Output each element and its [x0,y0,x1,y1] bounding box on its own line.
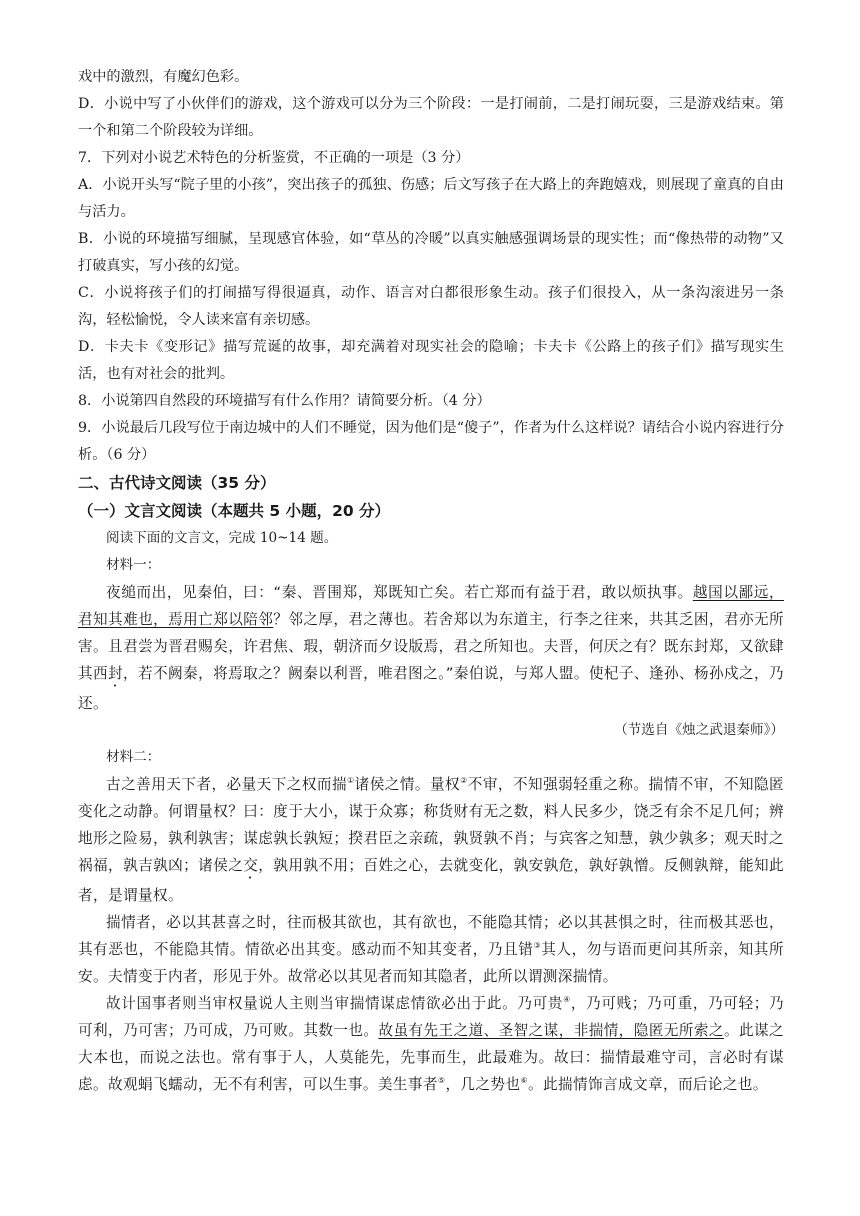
subsection-title: （一）文言文阅读（本题共 5 小题，20 分） [78,502,391,520]
m2-p3-b: ，乃可贱；乃可重，乃可轻；乃可利，乃可害；乃可成，乃可败。其数一也。 [78,995,784,1039]
reading-instruction: 阅读下面的文言文，完成 10~14 题。 [106,530,338,546]
q7-stem: 7．下列对小说艺术特色的分析鉴赏，不正确的一项是（3 分） [78,150,470,166]
q6-option-d-continuation: 戏中的激烈，有魔幻色彩。 [78,69,249,85]
footnote-5: ⑤ [437,1076,446,1086]
footnote-6: ⑥ [520,1076,528,1086]
material-2-para-3 [78,990,784,1098]
footnote-2: ② [460,776,468,786]
footnote-4: ④ [563,995,571,1005]
footnote-1: ① [347,776,355,786]
m2-p3-d: ，几之势也 [445,1076,521,1093]
m2-p2-a: 揣情者，必以其甚喜之时，往而极其欲也，其有欲也，不能隐其情；必以其甚惧之时，往而极其恶也，其有恶也，不能隐其情。情欲必出其变。感动而不知其变者，乃且错 [78,914,784,958]
m1-part-c: ，若不阙秦，将焉取之？阙秦以利晋，唯君图之。”秦伯说，与郑人盟。使杞子、逢孙、杨孙戍之，乃还。 [78,665,784,712]
m2-p3-c: 。此谋之大本也，而说之法也。常有事于人，人莫能先，先事而生，此最难为。故曰：揣情最难守司，言必时有谋虑。故观蜎飞蠕动，无不有利害，可以生事。美生事者 [78,1022,784,1093]
q7-option-d: D．卡夫卡《变形记》描写荒诞的故事，却充满着对现实社会的隐喻；卡夫卡《公路上的孩子们》描写现实生活，也有对社会的批判。 [78,339,784,382]
m1-part-b: ？邻之厚，君之薄也。若舍郑以为东道主，行李之往来，共其乏困，君亦无所害。且君尝为晋君赐矣，许君焦、瑕，朝济而夕设版焉，君之所知也。夫晋，何厌之有？既东封郑，又欲肆其西 [78,611,785,682]
material-1-text [78,579,784,717]
material-2-label: 材料二： [106,749,161,765]
material-1-label: 材料一： [106,557,161,573]
m2-underlined-sentence: 故虽有先王之道、圣智之谋，非揣情，隐匿无所索之 [378,1022,724,1039]
m2-p1-a: 古之善用天下者，必量天下之权而揣 [106,776,348,793]
footnote-3: ③ [533,941,542,951]
m1-part-a: 夜缒而出，见秦伯，曰：“秦、晋围郑，郑既知亡矣。若亡郑而有益于君，敢以烦执事。 [106,584,693,601]
material-2-para-2 [78,909,784,990]
m2-p1-b: 诸侯之情。量权 [354,776,461,793]
q8-stem: 8．小说第四自然段的环境描写有什么作用？请简要分析。（4 分） [78,393,491,409]
m2-p1-d: ，孰用孰不用；百姓之心，去就变化，孰安孰危，孰好孰憎。反侧孰辩，能知此者，是谓量权。 [78,857,785,904]
q9-stem: 9．小说最后几段写位于南边城中的人们不睡觉，因为他们是“傻子”，作者为什么这样说？请结合小说内容进行分析。（6 分） [78,420,784,463]
m2-p3-e: 。此揣情饰言成文章，而后论之也。 [528,1076,768,1093]
q6-option-d: D．小说中写了小伙伴们的游戏，这个游戏可以分为三个阶段：一是打闹前，二是打闹玩耍，三是游戏结束。第一个和第二个阶段较为详细。 [78,96,784,139]
m1-underlined-sentence: 越国以鄙远，君知其难也，焉用亡郑以陪邻 [78,584,784,628]
m1-dotted-char: 封 [108,665,124,682]
material-1-source: （节选自《烛之武退秦师》） [614,722,784,738]
m2-p2-b: 其人，勿与语而更问其所亲，知其所安。夫情变于内者，形见于外。故常必以其见者而知其隐者，此所以谓测深揣情。 [78,941,784,985]
m2-p1-c: 不审，不知强弱轻重之称。揣情不审，不知隐匿变化之动静。何谓量权？曰：度于大小，谋于众寡；称货财有无之数，料人民多少，饶乏有余不足几何；辨地形之险易，孰利孰害；谋虑孰长孰短；揆君臣之亲疏，孰贤孰不肖；与宾客之知慧，孰少孰多；观天时之祸福，孰吉孰凶；诸侯之 [78,776,784,874]
q7-option-a: A．小说开头写“院子里的小孩”，突出孩子的孤独、伤感；后文写孩子在大路上的奔跑嬉戏，则展现了童真的自由与活力。 [78,177,784,220]
section-title: 二、古代诗文阅读（35 分） [78,474,276,492]
q7-option-b: B．小说的环境描写细腻，呈现感官体验，如“草丛的冷暖”以真实触感强调场景的现实性；而“像热带的动物”又打破真实，写小孩的幻觉。 [78,231,784,274]
material-2-para-1 [78,771,784,909]
m2-dotted-char: 交 [243,857,259,874]
m2-p3-a: 故计国事者则当审权量说人主则当审揣情谋虑情欲必出于此。乃可贵 [106,995,564,1012]
q7-option-c: C．小说将孩子们的打闹描写得很逼真，动作、语言对白都很形象生动。孩子们很投入，从一条沟滚进另一条沟，轻松愉悦，令人读来富有亲切感。 [78,285,784,328]
exam-page [78,64,784,1098]
